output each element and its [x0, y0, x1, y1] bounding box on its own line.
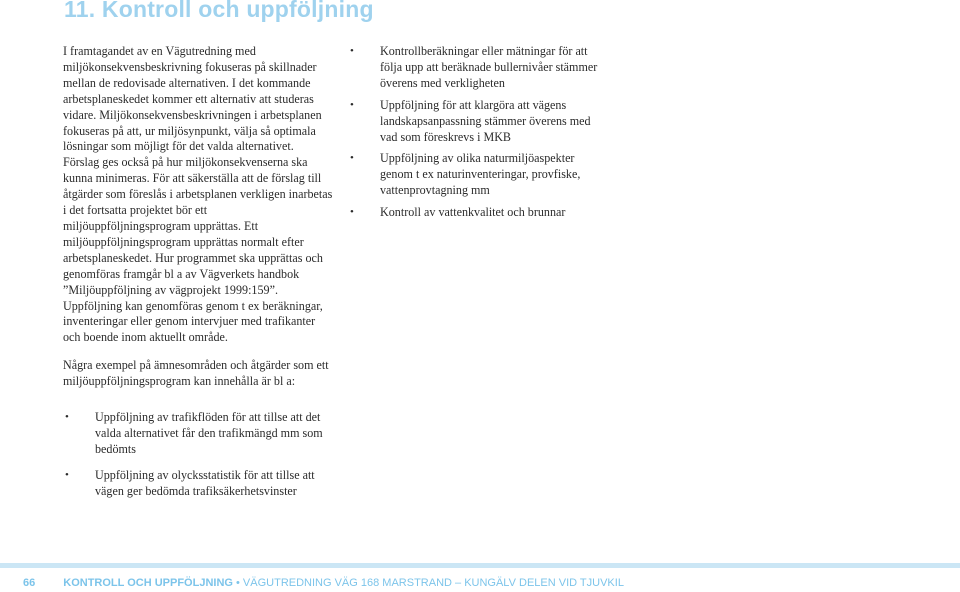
list-item [348, 98, 603, 146]
footer-band [0, 563, 960, 568]
bullet-icon: • [350, 206, 354, 219]
right-bullet-list [348, 44, 603, 221]
list-item [63, 468, 333, 500]
examples-paragraph: Några exempel på ämnesområden och åtgärder som ett miljöuppföljningsprogram kan innehålla är bl a: [63, 358, 329, 389]
right-column [348, 44, 603, 227]
footer-section: KONTROLL OCH UPPFÖLJNING [63, 577, 233, 589]
bullet-icon: • [350, 45, 354, 57]
list-item [63, 410, 333, 458]
list-item-text: Uppföljning av olika naturmiljöaspekter genom t ex naturinventeringar, provfiske, vattenprovtagning mm [380, 151, 581, 198]
list-item-text: Uppföljning av olycksstatistik för att tillse att vägen ger bedömda trafiksäkerhetsvinster [95, 467, 315, 498]
list-item-text: Uppföljning för att klargöra att vägens landskapsanpassning stämmer överens med vad som föreskrevs i MKB [380, 97, 591, 144]
bullet-icon: • [65, 468, 69, 481]
left-bullet-list [63, 410, 333, 500]
list-item-text: Kontroll av vattenkvalitet och brunnar [380, 205, 566, 220]
page-heading: 11. Kontroll och uppföljning [64, 0, 374, 22]
bullet-icon: • [350, 98, 354, 111]
footer-separator: • [232, 577, 243, 589]
list-item [348, 151, 603, 199]
page-number: 66 [23, 577, 36, 589]
bullet-icon: • [65, 411, 69, 424]
page-footer [23, 577, 624, 589]
intro-paragraph: I framtagandet av en Vägutredning med miljökonsekvensbeskrivning fokuseras på skillnader mellan de redovisade alternativen. I det kommande arbetsplaneskedet kommer ett alternativ att studeras vidare. Miljökonsekvensbeskrivningen i arbetsplanen fokuseras på att, ur miljösynpunkt, välja så optimala lösningar som möjligt för det valda alternativet. Förslag ges också på hur miljökonsekvenserna ska kunna minimeras. För att säkerställa att de förslag till åtgärder som föreslås i arbetsplanen verkligen inarbetas i det fortsatta projektet bör ett miljöuppföljningsprogram upprättas. Ett miljöuppföljningsprogram upprättas normalt efter arbetsplaneskedet. Hur programmet ska upprättas och genomföras framgår bl a av Vägverkets handbok ”Miljöuppföljning av vägprojekt 1999:159”. Uppföljning kan genomföras genom t ex beräkningar, inventeringar eller genom intervjuer med trafikanter och boende inom aktuellt område. [63, 44, 333, 345]
list-item-text: Kontrollberäkningar eller mätningar för att följa upp att beräknade bullernivåer stämmer överens med verkligheten [380, 44, 598, 90]
bullet-icon: • [350, 152, 354, 165]
list-item [348, 44, 603, 92]
list-item-text: Uppföljning av trafikflöden för att tillse att det valda alternativet får den trafikmängd mm som bedömts [95, 410, 323, 456]
footer-title: VÄGUTREDNING VÄG 168 MARSTRAND – KUNGÄLV DELEN VID TJUVKIL [242, 577, 624, 589]
left-column [63, 44, 333, 510]
list-item [348, 205, 603, 221]
